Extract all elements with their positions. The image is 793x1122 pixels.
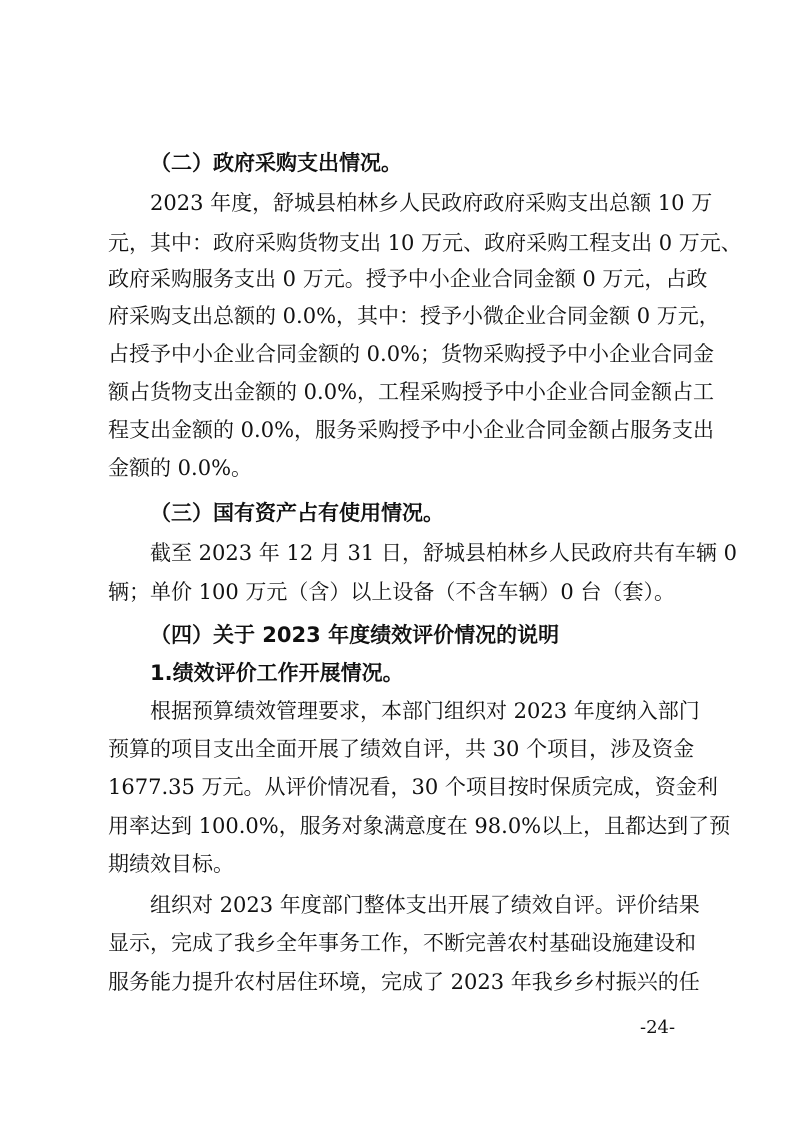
paragraph-line: 用率达到 100.0%，服务对象满意度在 98.0%以上，且都达到了预 xyxy=(108,814,731,838)
paragraph-line: 服务能力提升农村居住环境，完成了 2023 年我乡乡村振兴的任 xyxy=(108,970,700,994)
paragraph-line: 组织对 2023 年度部门整体支出开展了绩效自评。评价结果 xyxy=(150,893,700,917)
paragraph-line: 根据预算绩效管理要求，本部门组织对 2023 年度纳入部门 xyxy=(150,699,700,723)
heading-government-procurement: （二）政府采购支出情况。 xyxy=(150,151,402,175)
paragraph-line: 截至 2023 年 12 月 31 日，舒城县柏林乡人民政府共有车辆 0 xyxy=(150,541,737,565)
paragraph-line: 额占货物支出金额的 0.0%，工程采购授予中小企业合同金额占工 xyxy=(108,380,715,404)
paragraph-line: 占授予中小企业合同金额的 0.0%；货物采购授予中小企业合同金 xyxy=(108,342,715,366)
paragraph-line: 1677.35 万元。从评价情况看，30 个项目按时保质完成，资金利 xyxy=(108,775,718,799)
paragraph-line: 2023 年度，舒城县柏林乡人民政府政府采购支出总额 10 万 xyxy=(150,191,713,215)
paragraph-line: 期绩效目标。 xyxy=(108,852,234,876)
paragraph-line: 预算的项目支出全面开展了绩效自评，共 30 个项目，涉及资金 xyxy=(108,737,695,761)
heading-performance-evaluation: （四）关于 2023 年度绩效评价情况的说明 xyxy=(150,623,560,647)
page-number: -24- xyxy=(640,1017,676,1038)
heading-state-assets: （三）国有资产占有使用情况。 xyxy=(150,501,444,525)
paragraph-line: 显示，完成了我乡全年事务工作，不断完善农村基础设施建设和 xyxy=(108,931,696,955)
paragraph-line: 程支出金额的 0.0%，服务采购授予中小企业合同金额占服务支出 xyxy=(108,418,715,442)
paragraph-line: 辆；单价 100 万元（含）以上设备（不含车辆）0 台（套）。 xyxy=(108,580,675,604)
paragraph-line: 政府采购服务支出 0 万元。授予中小企业合同金额 0 万元，占政 xyxy=(108,267,708,291)
paragraph-line: 府采购支出总额的 0.0%，其中：授予小微企业合同金额 0 万元， xyxy=(108,304,720,328)
paragraph-line: 元，其中：政府采购货物支出 10 万元、政府采购工程支出 0 万元、 xyxy=(108,231,742,255)
subheading-evaluation-work: 1.绩效评价工作开展情况。 xyxy=(150,661,404,685)
paragraph-line: 金额的 0.0%。 xyxy=(108,456,253,480)
